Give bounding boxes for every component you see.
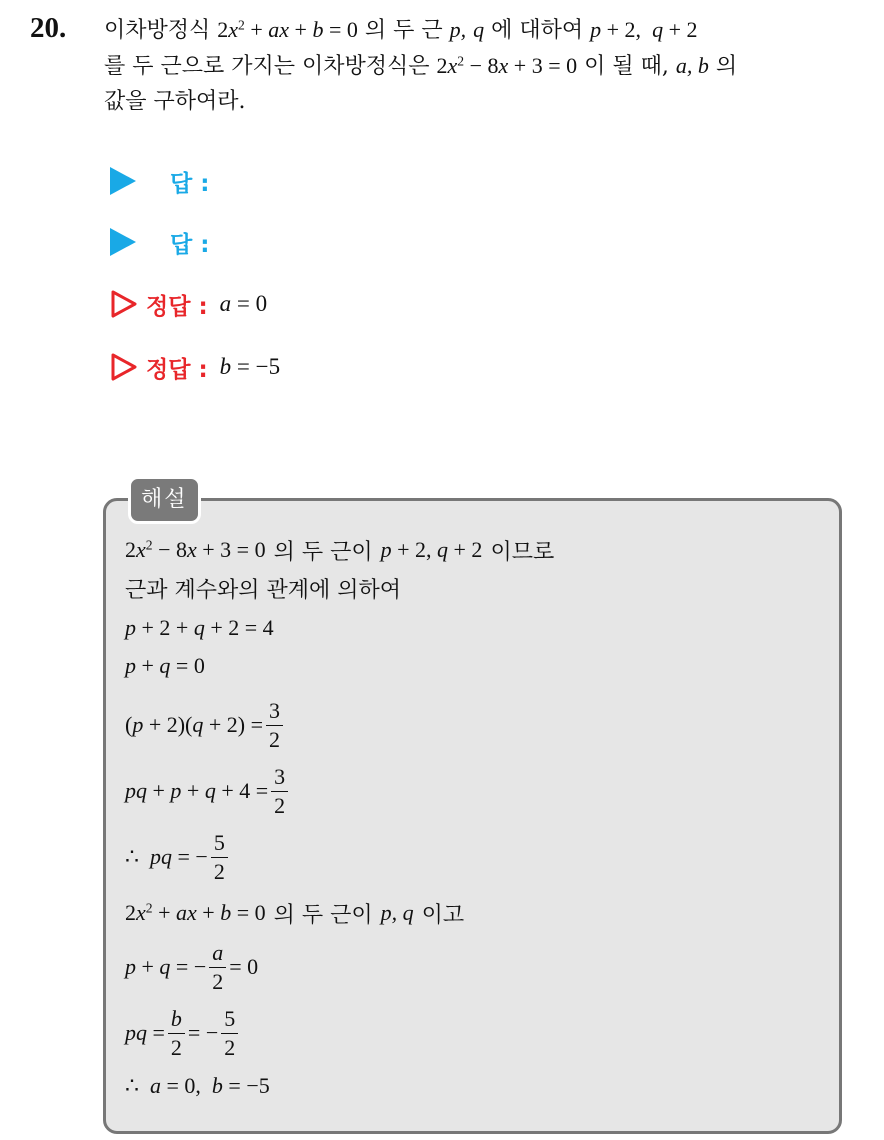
equation-2: $2x^2 - 8x + 3 = 0$ [436, 53, 578, 78]
answer-blank-2 [110, 225, 209, 259]
solution-line-9: p + q = − $\frac{a}{2}$ = 0 [125, 939, 259, 994]
new-roots: p + 2, q + 2 [590, 17, 698, 42]
solution-line-7: ∴ pq = − $\frac{5}{2}$ [125, 830, 231, 884]
fraction: $\frac{5}{2}$ [221, 1007, 238, 1060]
fraction: $\frac{b}{2}$ [168, 1007, 185, 1060]
solution-line-1: $2x^2 - 8x + 3 = 0$ 의 두 근이 p + 2, q + 2 이므로 [125, 537, 555, 565]
play-icon [110, 167, 136, 195]
solution-line-4: p + q = 0 [125, 653, 205, 678]
fraction: $\frac{3}{2}$ [271, 765, 288, 818]
solution-line-11: ∴ a = 0, b = −5 [125, 1073, 270, 1098]
solution-line-10: pq = $\frac{b}{2}$ = − $\frac{5}{2}$ [125, 1006, 241, 1060]
answer-label: 답 : [170, 231, 210, 258]
correct-answer-label: 정답 : [146, 293, 208, 320]
play-icon [110, 228, 136, 256]
correct-answer-2 [110, 350, 280, 384]
question-text: 이차방정식 $2x^2$ + ax + b = 0 의 두 근 p, q 에 대하여 p + 2, q + 2 를 두 근으로 가지는 이차방정식은 $2x^2 - 8x + 3 = 0$ 이 될 때, a, b 의 값을 구하여라. [104, 17, 738, 114]
solution-line-6: pq + p + q + 4 = $\frac{3}{2}$ [125, 764, 291, 818]
correct-answer-value: a = 0 [219, 291, 268, 316]
answer-label: 답 : [170, 170, 210, 197]
solution-line-2: 근과 계수와의 관계에 의하여 [125, 577, 402, 603]
fraction: $\frac{a}{2}$ [209, 941, 226, 994]
correct-answer-label: 정답 : [146, 356, 208, 383]
solution-line-5: (p + 2)(q + 2) = $\frac{3}{2}$ [125, 698, 286, 752]
correct-answer-value: b = −5 [219, 354, 281, 379]
solution-line-3: p + 2 + q + 2 = 4 [125, 615, 274, 640]
correct-answer-1 [110, 287, 267, 321]
play-outline-icon [110, 352, 138, 382]
equation: $2x^2$ + ax + b = 0 [217, 17, 358, 42]
solution-tag: 해설 [128, 476, 201, 524]
question-number: 20. [30, 12, 67, 44]
fraction: $\frac{5}{2}$ [211, 831, 228, 884]
fraction: $\frac{3}{2}$ [266, 699, 283, 752]
solution-line-8: $2x^2$ + ax + b = 0 의 두 근이 p, q 이고 [125, 900, 465, 928]
answer-blank-1 [110, 164, 209, 198]
play-outline-icon [110, 289, 138, 319]
